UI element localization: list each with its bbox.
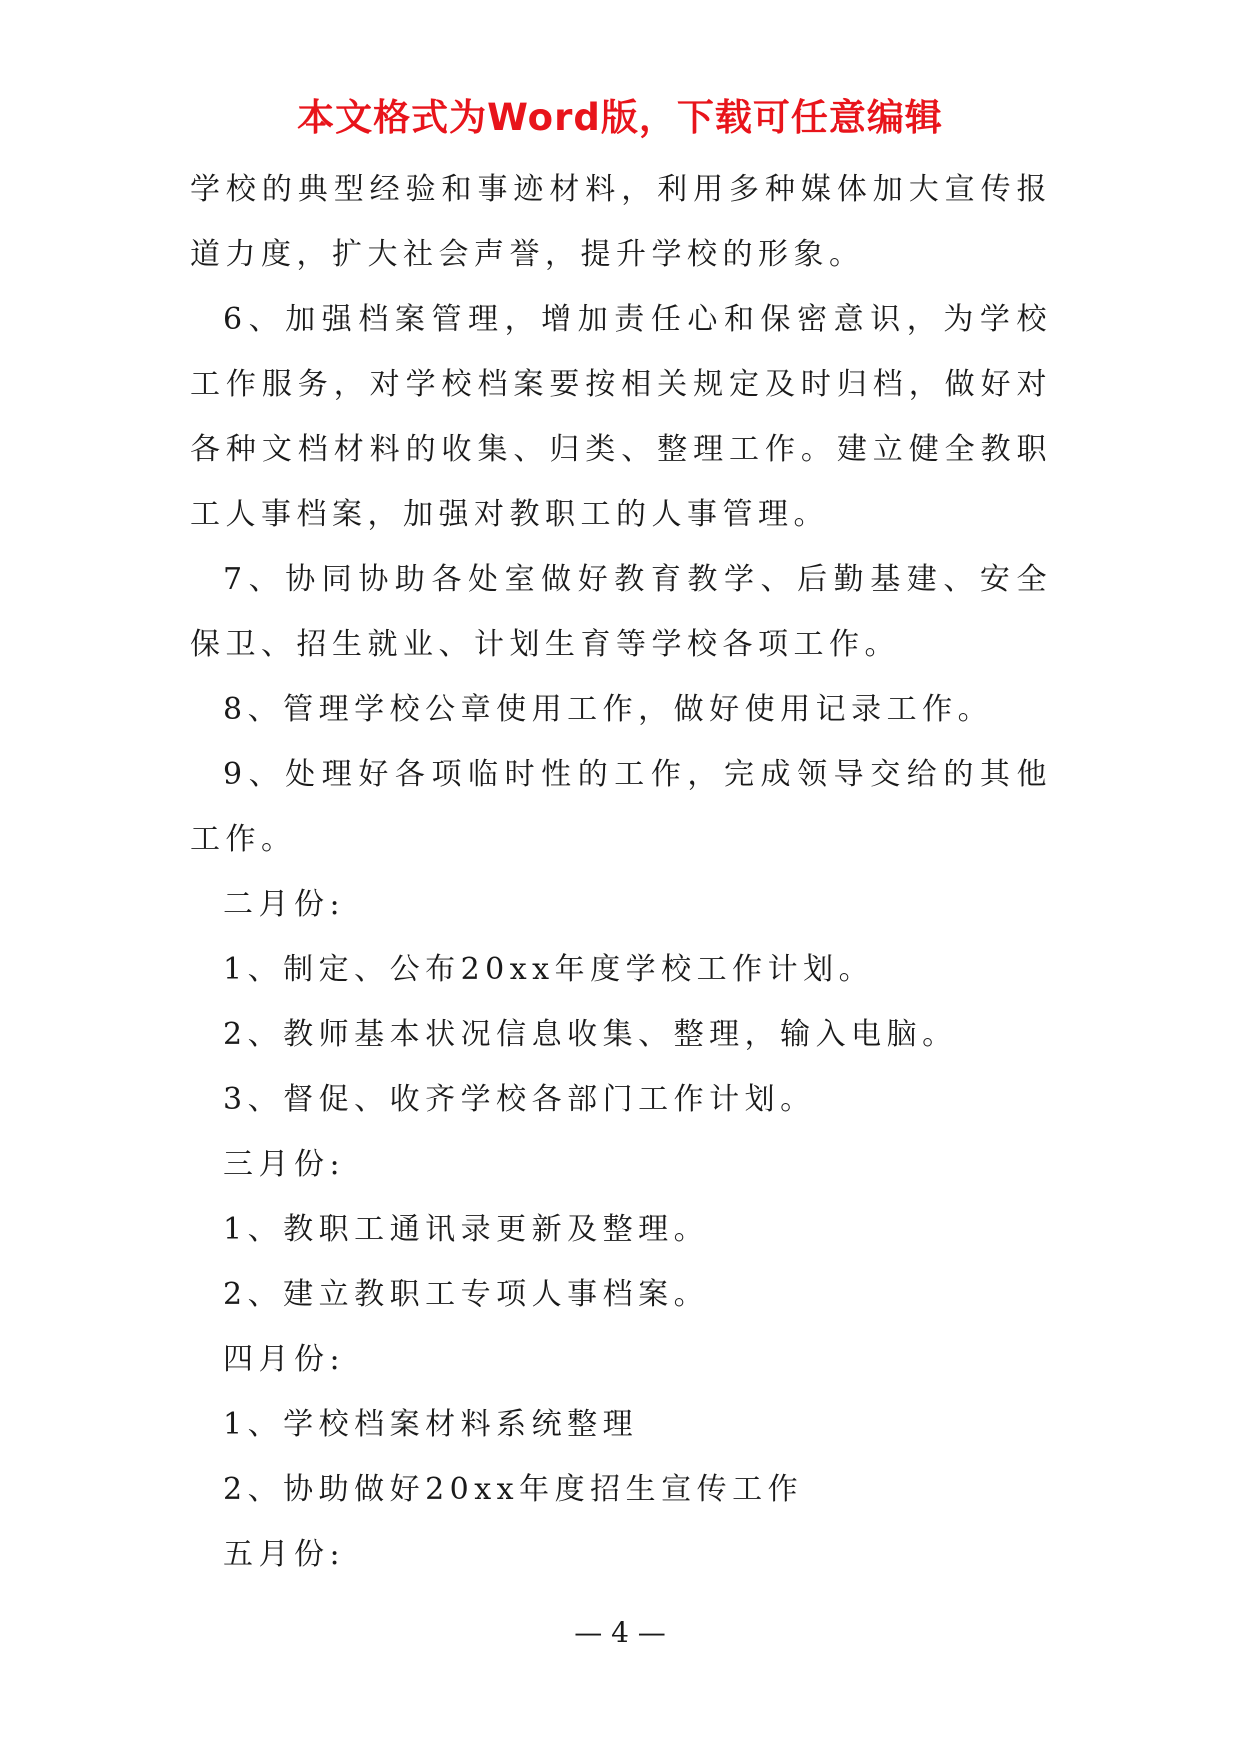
paragraph-item-7: 7、协同协助各处室做好教育教学、后勤基建、安全保卫、招生就业、计划生育等学校各项工作。: [190, 562, 1052, 662]
february-item-1: 1、制定、公布20xx年度学校工作计划。: [223, 952, 875, 987]
paragraph-item-6: 6、加强档案管理，增加责任心和保密意识，为学校工作服务，对学校档案要按相关规定及时归档，做好对各种文档材料的收集、归类、整理工作。建立健全教职工人事档案，加强对教职工的人事管理。: [190, 302, 1052, 532]
february-item-2: 2、教师基本状况信息收集、整理，输入电脑。: [223, 1017, 958, 1052]
document-body: [190, 157, 1052, 1587]
paragraph-item-9: 9、处理好各项临时性的工作，完成领导交给的其他工作。: [190, 757, 1052, 857]
paragraph-item-8: 8、管理学校公章使用工作，做好使用记录工作。: [223, 692, 994, 727]
format-banner: 本文格式为Word版，下载可任意编辑: [297, 96, 943, 139]
march-item-2: 2、建立教职工专项人事档案。: [223, 1277, 710, 1312]
february-item-3: 3、督促、收齐学校各部门工作计划。: [223, 1082, 816, 1117]
april-item-1: 1、学校档案材料系统整理: [223, 1407, 639, 1442]
section-heading-may: 五月份:: [223, 1537, 346, 1572]
section-heading-march: 三月份:: [223, 1147, 346, 1182]
page-number: — 4 —: [574, 1616, 666, 1649]
march-item-1: 1、教职工通讯录更新及整理。: [223, 1212, 710, 1247]
section-heading-april: 四月份:: [223, 1342, 346, 1377]
april-item-2: 2、协助做好20xx年度招生宣传工作: [223, 1472, 804, 1507]
section-heading-february: 二月份:: [223, 887, 346, 922]
paragraph-continuation: 学校的典型经验和事迹材料，利用多种媒体加大宣传报道力度，扩大社会声誉，提升学校的形象。: [190, 172, 1052, 272]
